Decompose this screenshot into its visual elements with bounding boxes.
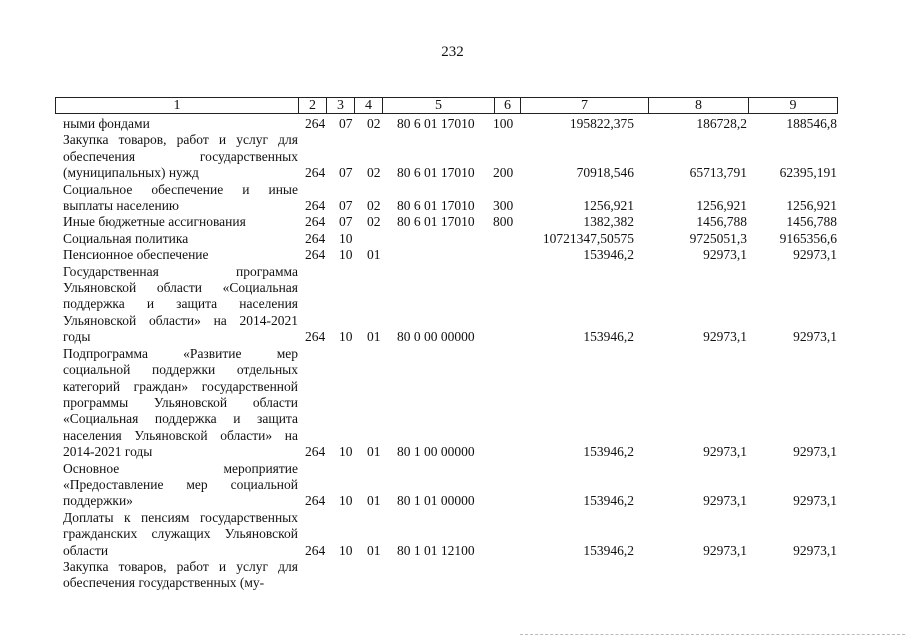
table-header xyxy=(55,97,838,114)
row-c5: 80 1 01 12100 xyxy=(397,542,475,558)
row-c8: 186728,2 xyxy=(696,116,747,132)
row-c9: 92973,1 xyxy=(793,444,837,460)
row-c4: 02 xyxy=(367,198,381,214)
row-c4: 01 xyxy=(367,493,381,509)
row-c6 xyxy=(493,493,523,509)
row-c8: 65713,791 xyxy=(689,165,747,181)
row-c2: 264 xyxy=(305,165,326,181)
row-c6 xyxy=(493,329,523,345)
row-c2: 264 xyxy=(305,444,326,460)
row-name: Социальная политика xyxy=(63,230,189,246)
row-c9: 188546,8 xyxy=(786,116,837,132)
row-c8: 92973,1 xyxy=(703,542,747,558)
row-c7: 153946,2 xyxy=(583,493,634,509)
row-c5: 80 6 01 17010 xyxy=(397,116,475,132)
row-c2: 264 xyxy=(305,230,326,246)
row-c4: 01 xyxy=(367,247,381,263)
row-c3 xyxy=(339,575,361,591)
row-c4: 01 xyxy=(367,444,381,460)
header-col-9: 9 xyxy=(789,98,797,113)
row-c5: 80 6 01 17010 xyxy=(397,198,475,214)
row-c7: 1256,921 xyxy=(583,198,634,214)
row-c5: 80 6 01 17010 xyxy=(397,214,475,230)
scan-artifact-line xyxy=(520,634,905,638)
table-row xyxy=(0,116,905,132)
row-c3: 10 xyxy=(339,329,353,345)
row-c8: 92973,1 xyxy=(703,329,747,345)
row-name: Закупка товаров, работ и услуг для обеспечения государственных (муниципальных) нужд xyxy=(63,132,298,181)
row-name: Государственная программа Ульяновской области «Социальная поддержка и защита населения Ульяновской области» на 2014-2021 годы xyxy=(63,263,298,345)
table-row xyxy=(0,214,905,230)
row-c9: 1456,788 xyxy=(786,214,837,230)
row-c9: 92973,1 xyxy=(793,542,837,558)
row-c2: 264 xyxy=(305,198,326,214)
row-c2: 264 xyxy=(305,247,326,263)
row-name: Подпрограмма «Развитие мер социальной поддержки отдельных категорий граждан» государственной программы Ульяновской области «Социальная поддержка и защита населения Ульяновской области» на 2014-2021 годы xyxy=(63,345,298,460)
row-c9: 1256,921 xyxy=(786,198,837,214)
row-c2: 264 xyxy=(305,329,326,345)
row-c5: 80 1 01 00000 xyxy=(397,493,475,509)
row-c7: 153946,2 xyxy=(583,444,634,460)
table-body xyxy=(0,116,905,592)
row-c6 xyxy=(493,247,523,263)
table-row xyxy=(0,231,905,247)
row-c4 xyxy=(367,575,389,591)
row-c6: 200 xyxy=(493,165,514,181)
row-c5: 80 0 00 00000 xyxy=(397,329,475,345)
row-c5 xyxy=(397,231,492,247)
header-col-3: 3 xyxy=(327,98,355,113)
header-col-1: 1 xyxy=(56,98,299,113)
row-c6 xyxy=(493,543,523,559)
table-row xyxy=(0,510,905,559)
row-c2: 264 xyxy=(305,493,326,509)
row-c8: 92973,1 xyxy=(703,444,747,460)
header-col-4: 4 xyxy=(355,98,383,113)
row-c7: 10721347,50575 xyxy=(542,230,634,246)
row-c2 xyxy=(305,575,337,591)
row-c9: 92973,1 xyxy=(793,247,837,263)
table-row xyxy=(0,132,905,181)
row-c9 xyxy=(750,575,837,591)
row-c3: 10 xyxy=(339,247,353,263)
row-c6: 300 xyxy=(493,198,514,214)
row-c3: 10 xyxy=(339,230,353,246)
row-c3: 10 xyxy=(339,493,353,509)
row-c8: 1456,788 xyxy=(696,214,747,230)
row-name: Закупка товаров, работ и услуг для обеспечения государственных (му- xyxy=(63,558,298,591)
row-c9: 62395,191 xyxy=(779,165,837,181)
row-c7: 153946,2 xyxy=(583,247,634,263)
row-c9: 92973,1 xyxy=(793,329,837,345)
row-c8 xyxy=(660,575,747,591)
header-col-7: 7 xyxy=(521,98,649,113)
row-c2: 264 xyxy=(305,116,326,132)
table-row xyxy=(0,182,905,215)
row-c6: 100 xyxy=(493,116,514,132)
row-c4 xyxy=(367,231,389,247)
row-name: Социальное обеспечение и иные выплаты населению xyxy=(63,181,298,214)
row-c8: 92973,1 xyxy=(703,247,747,263)
row-c3: 07 xyxy=(339,214,353,230)
table-row xyxy=(0,461,905,510)
row-c4: 01 xyxy=(367,329,381,345)
table-row xyxy=(0,264,905,346)
row-name: Пенсионное обеспечение xyxy=(63,247,209,263)
row-c7: 70918,546 xyxy=(576,165,634,181)
row-c4: 02 xyxy=(367,116,381,132)
row-name: Иные бюджетные ассигнования xyxy=(63,214,246,230)
row-c5 xyxy=(397,575,492,591)
row-c4: 02 xyxy=(367,165,381,181)
table-row xyxy=(0,346,905,461)
row-name: ными фондами xyxy=(63,116,150,131)
header-col-8: 8 xyxy=(649,98,749,113)
row-c7: 153946,2 xyxy=(583,329,634,345)
row-c5: 80 6 01 17010 xyxy=(397,165,475,181)
row-c3: 07 xyxy=(339,116,353,132)
row-c8: 9725051,3 xyxy=(689,230,747,246)
row-name: Основное мероприятие «Предоставление мер социальной поддержки» xyxy=(63,460,298,509)
row-c9: 9165356,6 xyxy=(779,230,837,246)
row-c7: 1382,382 xyxy=(583,214,634,230)
row-c8: 92973,1 xyxy=(703,493,747,509)
row-name: Доплаты к пенсиям государственных гражданских служащих Ульяновской области xyxy=(63,509,298,558)
row-c6 xyxy=(493,444,523,460)
row-c4: 02 xyxy=(367,214,381,230)
row-c4: 01 xyxy=(367,542,381,558)
row-c6 xyxy=(493,575,523,591)
header-col-2: 2 xyxy=(299,98,327,113)
header-col-5: 5 xyxy=(383,98,495,113)
row-c3: 10 xyxy=(339,542,353,558)
row-c3: 10 xyxy=(339,444,353,460)
header-col-6: 6 xyxy=(495,98,521,113)
row-c7 xyxy=(520,575,634,591)
page-number: 232 xyxy=(441,44,464,60)
row-c6 xyxy=(493,231,523,247)
row-c5 xyxy=(397,247,492,263)
row-c9: 92973,1 xyxy=(793,493,837,509)
row-c3: 07 xyxy=(339,198,353,214)
table-row xyxy=(0,247,905,263)
table-row xyxy=(0,559,905,592)
row-c2: 264 xyxy=(305,542,326,558)
row-c3: 07 xyxy=(339,165,353,181)
row-c2: 264 xyxy=(305,214,326,230)
row-c8: 1256,921 xyxy=(696,198,747,214)
row-c6: 800 xyxy=(493,214,514,230)
row-c7: 153946,2 xyxy=(583,542,634,558)
row-c5: 80 1 00 00000 xyxy=(397,444,475,460)
row-c7: 195822,375 xyxy=(569,116,634,132)
